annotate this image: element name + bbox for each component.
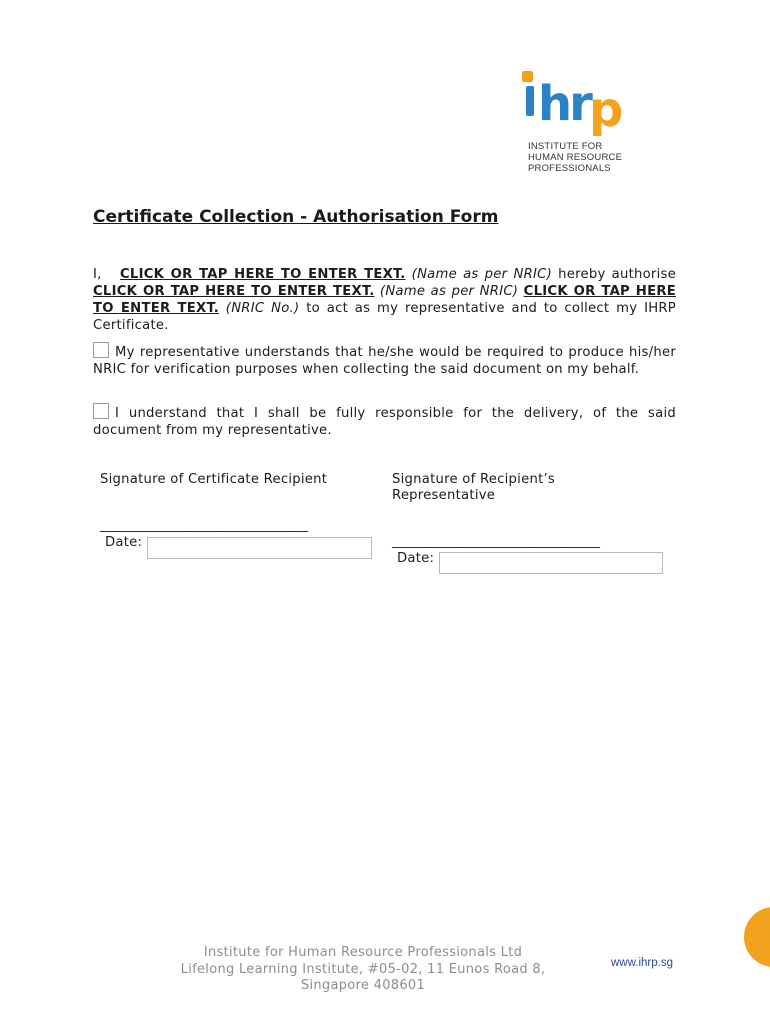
recipient-date-field[interactable] [147, 537, 372, 559]
logo-hr-letters: hr [538, 76, 590, 132]
representative-date-field[interactable] [439, 552, 663, 574]
footer-line-2: Lifelong Learning Institute, #05-02, 11 Eunos Road 8, [180, 961, 546, 977]
recipient-name-field[interactable]: CLICK OR TAP HERE TO ENTER TEXT. [119, 267, 406, 282]
logo-wordmark [528, 141, 622, 174]
form-title: Certificate Collection - Authorisation Form [93, 207, 499, 227]
representative-signature-label: Signature of Recipient’s Representative [392, 472, 556, 503]
footer-address [150, 945, 576, 995]
nric-hint: (NRIC No.) [225, 301, 300, 316]
representative-nric-field[interactable]: CLICK OR TAP HERE TO ENTER TEXT. [93, 284, 676, 316]
website-link[interactable]: www.ihrp.sg [611, 957, 673, 969]
logo-line-2: HUMAN RESOURCE [528, 152, 623, 163]
responsibility-checkbox[interactable] [93, 403, 109, 419]
logo-i-stem [526, 86, 534, 116]
nric-verification-checkbox[interactable] [93, 342, 109, 358]
logo-line-1: INSTITUTE FOR [528, 141, 603, 152]
nric-verification-paragraph [93, 342, 676, 378]
name-hint-2: (Name as per NRIC) [379, 284, 519, 299]
logo-line-3: PROFESSIONALS [528, 163, 611, 174]
text-i: I, [93, 267, 102, 282]
recipient-date-label: Date: [105, 535, 143, 550]
footer-line-1: Institute for Human Resource Professionals Ltd [203, 945, 523, 960]
recipient-signature-line: ________________________________ [100, 518, 308, 533]
text-hereby-authorise: hereby authorise [558, 267, 676, 282]
responsibility-text: I understand that I shall be fully responsible for the delivery, of the said document from my representative. [93, 406, 676, 438]
nric-verification-text: My representative understands that he/she would be required to produce his/her NRIC for verification purposes when collecting the said document on my behalf. [93, 345, 676, 377]
recipient-signature-label: Signature of Certificate Recipient [100, 472, 328, 487]
representative-name-field[interactable]: CLICK OR TAP HERE TO ENTER TEXT. [93, 284, 375, 299]
decorative-orange-circle [744, 907, 770, 967]
representative-date-label: Date: [397, 551, 435, 566]
logo-p-letter: p [589, 82, 622, 138]
footer-line-3: Singapore 408601 [300, 978, 426, 993]
name-hint: (Name as per NRIC) [411, 267, 552, 282]
responsibility-paragraph [93, 403, 676, 439]
text-act-as-representative: to act as my representative and to collect my IHRP Certificate. [93, 301, 676, 333]
logo-dot [522, 71, 533, 82]
representative-signature-line: ________________________________ [392, 534, 600, 549]
authorisation-paragraph [93, 266, 676, 334]
